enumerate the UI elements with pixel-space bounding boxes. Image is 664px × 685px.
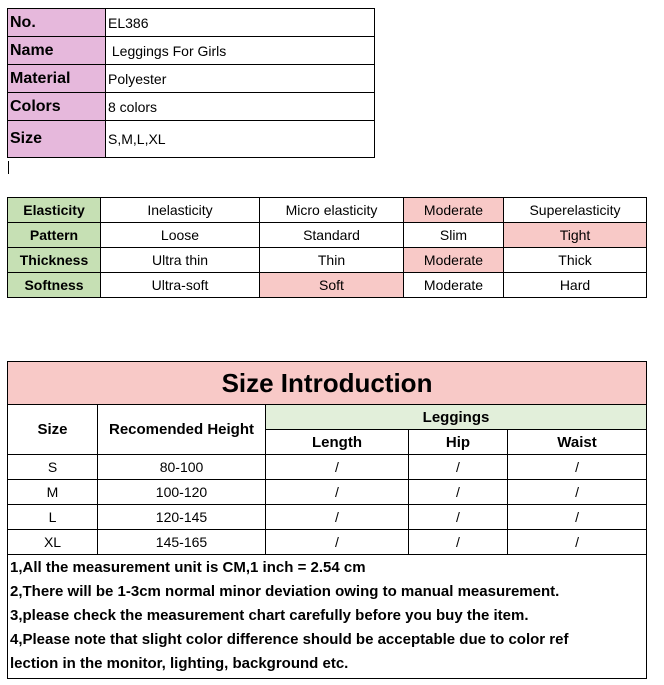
length-cell: /: [266, 480, 409, 505]
size-introduction-table: [7, 361, 647, 679]
hip-cell: /: [409, 530, 508, 555]
attributes-table: [7, 197, 647, 298]
attribute-row: [8, 198, 647, 223]
size-table-title: Size Introduction: [8, 362, 647, 405]
info-row-name: [8, 37, 375, 65]
info-value: EL386: [106, 9, 375, 37]
note-line: 4,Please note that slight color difference should be acceptable due to color ref: [10, 631, 569, 648]
height-cell: 120-145: [98, 505, 266, 530]
height-column-header: Recomended Height: [98, 405, 266, 455]
waist-column-header: Waist: [508, 430, 647, 455]
attribute-option: Slim: [404, 223, 504, 248]
attribute-option: Moderate: [404, 198, 504, 223]
attribute-label: Thickness: [8, 248, 101, 273]
attribute-row: [8, 248, 647, 273]
attribute-option: Inelasticity: [101, 198, 260, 223]
size-cell: M: [8, 480, 98, 505]
attribute-option: Micro elasticity: [260, 198, 404, 223]
hip-cell: /: [409, 480, 508, 505]
table-row: [8, 480, 647, 505]
length-cell: /: [266, 505, 409, 530]
attribute-option: Moderate: [404, 273, 504, 298]
waist-cell: /: [508, 480, 647, 505]
info-value: S,M,L,XL: [106, 121, 375, 158]
length-column-header: Length: [266, 430, 409, 455]
note-line: 1,All the measurement unit is CM,1 inch = 2.54 cm: [10, 559, 366, 576]
waist-cell: /: [508, 505, 647, 530]
attribute-label: Elasticity: [8, 198, 101, 223]
info-label: Name: [8, 37, 106, 65]
attributes-body: [8, 198, 647, 298]
leggings-group-header: Leggings: [266, 405, 647, 430]
table-row: [8, 530, 647, 555]
attribute-option: Tight: [504, 223, 647, 248]
info-label: Size: [8, 121, 106, 158]
length-cell: /: [266, 530, 409, 555]
attribute-label: Softness: [8, 273, 101, 298]
note-line: 2,There will be 1-3cm normal minor deviation owing to manual measurement.: [10, 583, 560, 600]
info-row-colors: [8, 93, 375, 121]
note-line: lection in the monitor, lighting, background etc.: [10, 655, 349, 672]
text-cursor: [8, 161, 9, 174]
table-row: [8, 505, 647, 530]
height-cell: 145-165: [98, 530, 266, 555]
info-value: 8 colors: [106, 93, 375, 121]
table-row: [8, 455, 647, 480]
hip-cell: /: [409, 455, 508, 480]
size-cell: L: [8, 505, 98, 530]
note-line: 3,please check the measurement chart carefully before you buy the item.: [10, 607, 529, 624]
attribute-option: Soft: [260, 273, 404, 298]
attribute-option: Standard: [260, 223, 404, 248]
size-cell: S: [8, 455, 98, 480]
attribute-option: Moderate: [404, 248, 504, 273]
attribute-option: Thick: [504, 248, 647, 273]
length-cell: /: [266, 455, 409, 480]
info-value: Leggings For Girls: [106, 37, 375, 65]
product-info-table: [7, 8, 375, 158]
hip-cell: /: [409, 505, 508, 530]
hip-column-header: Hip: [409, 430, 508, 455]
info-label: No.: [8, 9, 106, 37]
attribute-option: Loose: [101, 223, 260, 248]
size-column-header: Size: [8, 405, 98, 455]
attribute-row: [8, 273, 647, 298]
attribute-option: Ultra thin: [101, 248, 260, 273]
size-cell: XL: [8, 530, 98, 555]
info-row-size: [8, 121, 375, 158]
attribute-option: Hard: [504, 273, 647, 298]
info-label: Colors: [8, 93, 106, 121]
info-row-number: [8, 9, 375, 37]
info-value: Polyester: [106, 65, 375, 93]
attribute-row: [8, 223, 647, 248]
measurement-notes: [8, 555, 647, 679]
attribute-option: Ultra-soft: [101, 273, 260, 298]
height-cell: 100-120: [98, 480, 266, 505]
attribute-option: Thin: [260, 248, 404, 273]
waist-cell: /: [508, 455, 647, 480]
height-cell: 80-100: [98, 455, 266, 480]
info-label: Material: [8, 65, 106, 93]
attribute-label: Pattern: [8, 223, 101, 248]
waist-cell: /: [508, 530, 647, 555]
attribute-option: Superelasticity: [504, 198, 647, 223]
info-row-material: [8, 65, 375, 93]
